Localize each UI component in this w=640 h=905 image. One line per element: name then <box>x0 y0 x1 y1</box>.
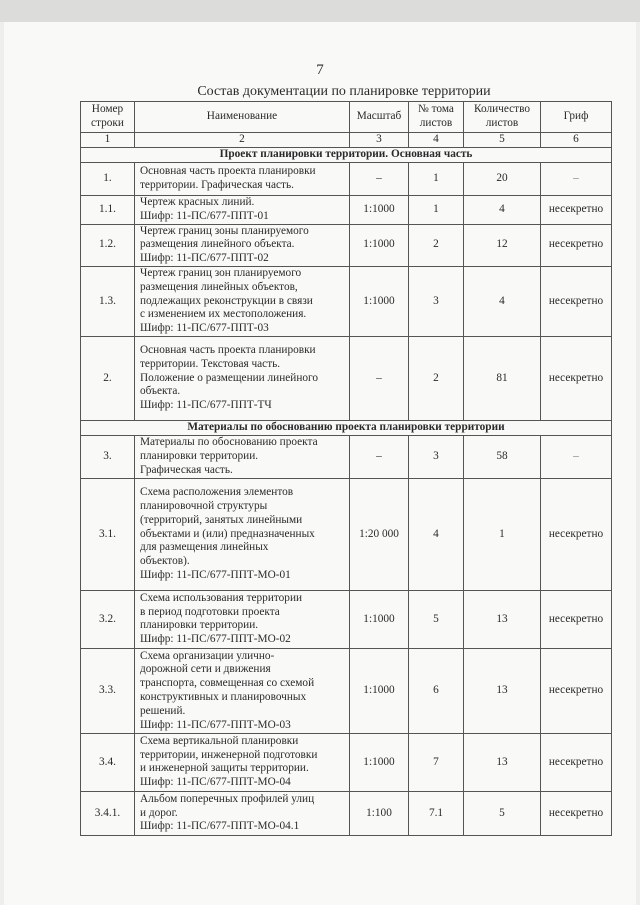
row-scale: 1:1000 <box>350 266 409 336</box>
row-name-line: в период подготовки проекта <box>140 605 280 618</box>
row-scale: – <box>350 163 409 196</box>
row-name-line: территории, инженерной подготовки <box>140 748 318 761</box>
row-scale: 1:20 000 <box>350 478 409 590</box>
row-name <box>135 435 350 478</box>
row-name-line: Шифр: 11-ПС/677-ППТ-МО-04 <box>140 776 291 789</box>
row-name-line: Чертеж красных линий. <box>140 196 255 208</box>
row-volume: 6 <box>409 648 464 733</box>
row-volume: 5 <box>409 590 464 648</box>
row-number: 3.1. <box>81 478 135 590</box>
row-scale: – <box>350 336 409 420</box>
row-volume: 2 <box>409 336 464 420</box>
row-name-line: Шифр: 11-ПС/677-ППТ-02 <box>140 252 269 265</box>
section-header-justification <box>81 420 612 435</box>
table-row <box>81 791 612 835</box>
row-classification: несекретно <box>541 791 612 835</box>
row-classification: несекретно <box>541 733 612 791</box>
row-name <box>135 196 350 225</box>
row-sheet-count: 58 <box>464 435 541 478</box>
row-classification: несекретно <box>541 478 612 590</box>
row-name-line: для размещения линейных <box>140 541 269 554</box>
table-row <box>81 224 612 266</box>
row-number: 3. <box>81 435 135 478</box>
scan-top-band <box>0 0 640 22</box>
documentation-table <box>80 101 612 836</box>
row-name-line: Чертеж границ зон планируемого <box>140 266 302 279</box>
row-name-line: планировочной структуры <box>140 499 268 512</box>
row-name <box>135 266 350 336</box>
row-name-line: Шифр: 11-ПС/677-ППТ-МО-02 <box>140 633 291 646</box>
row-classification: несекретно <box>541 224 612 266</box>
row-name <box>135 163 350 196</box>
row-name-line: транспорта, совмещенная со схемой <box>140 677 315 690</box>
row-sheet-count: 4 <box>464 196 541 225</box>
table-row <box>81 648 612 733</box>
row-sheet-count: 81 <box>464 336 541 420</box>
row-scale: 1:1000 <box>350 590 409 648</box>
table-row <box>81 266 612 336</box>
row-name-line: конструктивных и планировочных <box>140 690 307 703</box>
row-name-line: Шифр: 11-ПС/677-ППТ-03 <box>140 322 269 335</box>
row-number: 1. <box>81 163 135 196</box>
table-row <box>81 336 612 420</box>
column-number-row <box>81 133 612 148</box>
row-name-line: размещения линейных объектов, <box>140 280 298 293</box>
row-number: 3.4.1. <box>81 791 135 835</box>
row-name-line: Схема расположения элементов <box>140 486 294 499</box>
row-number: 3.4. <box>81 733 135 791</box>
row-name-line: Схема использования территории <box>140 591 303 604</box>
row-classification: несекретно <box>541 196 612 225</box>
row-sheet-count: 5 <box>464 791 541 835</box>
row-name-line: планировки территории. <box>140 450 259 463</box>
row-sheet-count: 13 <box>464 733 541 791</box>
row-name-line: Шифр: 11-ПС/677-ППТ-МО-01 <box>140 568 291 581</box>
table-row <box>81 478 612 590</box>
row-name-line: Шифр: 11-ПС/677-ППТ-ТЧ <box>140 399 272 412</box>
column-number: 1 <box>81 133 135 148</box>
row-name-line: Положение о размещении линейного <box>140 371 319 384</box>
row-scale: – <box>350 435 409 478</box>
section-header-main-title: Проект планировки территории. Основная часть <box>81 148 612 163</box>
row-name-line: Материалы по обоснованию проекта <box>140 436 318 449</box>
row-sheet-count: 1 <box>464 478 541 590</box>
row-number: 2. <box>81 336 135 420</box>
row-name-line: размещения линейного объекта. <box>140 238 295 251</box>
row-sheet-count: 20 <box>464 163 541 196</box>
row-scale: 1:1000 <box>350 733 409 791</box>
row-volume: 3 <box>409 435 464 478</box>
section-header-justification-title: Материалы по обоснованию проекта планировки территории <box>81 420 612 435</box>
row-name-line: Схема вертикальной планировки <box>140 734 299 747</box>
column-number: 6 <box>541 133 612 148</box>
row-name-line: Шифр: 11-ПС/677-ППТ-МО-03 <box>140 718 291 731</box>
row-name-line: планировки территории. <box>140 619 259 632</box>
row-name-line: Альбом поперечных профилей улиц <box>140 792 315 805</box>
row-scale: 1:1000 <box>350 648 409 733</box>
header-volume: № тома листов <box>409 102 464 133</box>
row-name-line: подлежащих реконструкции в связи <box>140 294 313 307</box>
row-classification: несекретно <box>541 590 612 648</box>
row-name-line: дорожной сети и движения <box>140 663 271 676</box>
table-row <box>81 435 612 478</box>
row-volume: 2 <box>409 224 464 266</box>
row-name-line: решений. <box>140 704 186 717</box>
row-sheet-count: 12 <box>464 224 541 266</box>
row-number: 3.2. <box>81 590 135 648</box>
row-name-line: территории. Графическая часть. <box>140 179 294 191</box>
row-name-line: Основная часть проекта планировки <box>140 343 316 356</box>
row-name-line: территории. Текстовая часть. <box>140 357 281 370</box>
row-sheet-count: 13 <box>464 590 541 648</box>
row-name-line: с изменением их местоположения. <box>140 308 307 321</box>
row-volume: 7 <box>409 733 464 791</box>
row-name-line: и дорог. <box>140 806 178 819</box>
row-name-line: объектов). <box>140 555 190 568</box>
row-name <box>135 791 350 835</box>
row-name <box>135 336 350 420</box>
row-sheet-count: 13 <box>464 648 541 733</box>
row-classification: – <box>541 163 612 196</box>
row-name-line: объектами и (или) предназначенных <box>140 527 315 540</box>
row-volume: 4 <box>409 478 464 590</box>
header-scale: Масштаб <box>350 102 409 133</box>
row-classification: несекретно <box>541 648 612 733</box>
row-name-line: Чертеж границ зоны планируемого <box>140 224 309 237</box>
table-row <box>81 196 612 225</box>
table-row <box>81 733 612 791</box>
column-number: 3 <box>350 133 409 148</box>
document-title: Состав документации по планировке территории <box>197 84 491 99</box>
row-volume: 1 <box>409 163 464 196</box>
row-name <box>135 733 350 791</box>
row-classification: – <box>541 435 612 478</box>
row-scale: 1:1000 <box>350 224 409 266</box>
row-volume: 3 <box>409 266 464 336</box>
row-number: 3.3. <box>81 648 135 733</box>
table-row <box>81 163 612 196</box>
table-header-row <box>81 102 612 133</box>
row-name <box>135 478 350 590</box>
column-number: 4 <box>409 133 464 148</box>
row-number: 1.1. <box>81 196 135 225</box>
row-volume: 1 <box>409 196 464 225</box>
row-name-line: (территорий, занятых линейными <box>140 513 303 526</box>
row-name-line: объекта. <box>140 385 181 398</box>
row-classification: несекретно <box>541 266 612 336</box>
row-scale: 1:100 <box>350 791 409 835</box>
row-name <box>135 590 350 648</box>
row-name-line: Основная часть проекта планировки <box>140 165 316 178</box>
column-number: 5 <box>464 133 541 148</box>
row-classification: несекретно <box>541 336 612 420</box>
row-name-line: Графическая часть. <box>140 463 233 476</box>
row-name-line: Шифр: 11-ПС/677-ППТ-01 <box>140 209 269 222</box>
header-name: Наименование <box>135 102 350 133</box>
row-name-line: и инженерной защиты территории. <box>140 762 309 775</box>
row-sheet-count: 4 <box>464 266 541 336</box>
header-row-number: Номер строки <box>81 102 135 133</box>
header-sheet-count: Количество листов <box>464 102 541 133</box>
row-volume: 7.1 <box>409 791 464 835</box>
table-row <box>81 590 612 648</box>
row-scale: 1:1000 <box>350 196 409 225</box>
page-number: 7 <box>316 62 324 78</box>
row-name <box>135 648 350 733</box>
row-name <box>135 224 350 266</box>
row-number: 1.2. <box>81 224 135 266</box>
section-header-main <box>81 148 612 163</box>
row-name-line: Схема организации улично- <box>140 649 275 662</box>
row-name-line: Шифр: 11-ПС/677-ППТ-МО-04.1 <box>140 820 300 833</box>
header-classification: Гриф <box>541 102 612 133</box>
column-number: 2 <box>135 133 350 148</box>
row-number: 1.3. <box>81 266 135 336</box>
